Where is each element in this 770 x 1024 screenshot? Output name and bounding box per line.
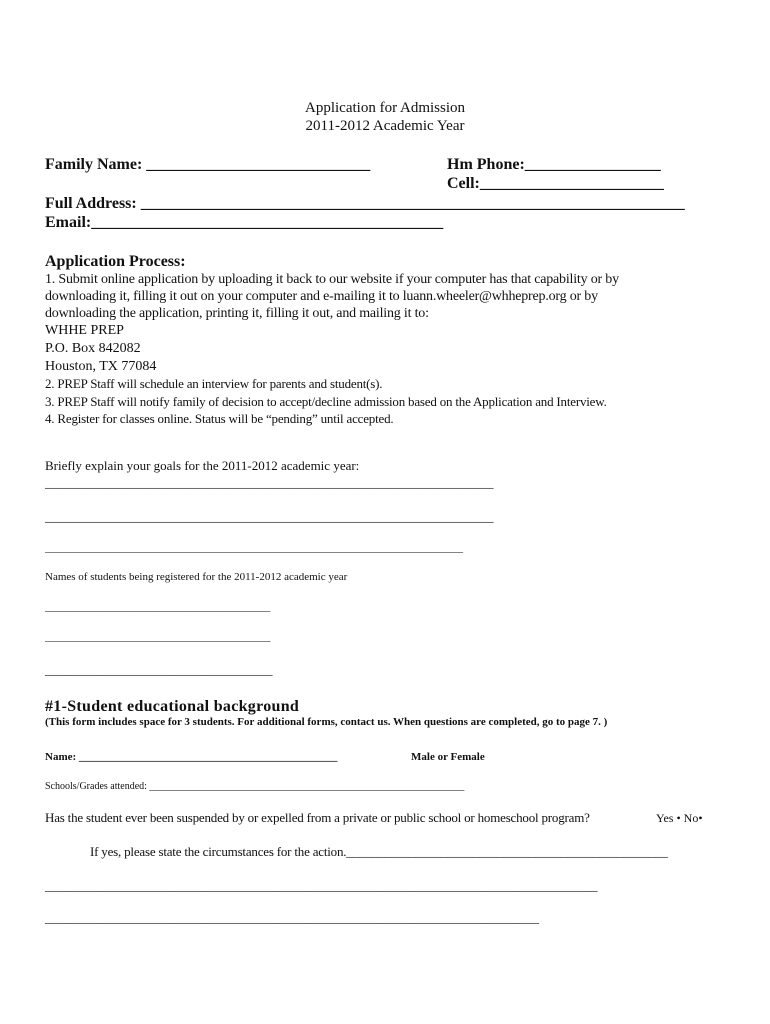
email-field[interactable]: Email:____________________________________________ — [45, 214, 444, 231]
circumstances-line-2[interactable]: ____________________________________________________________________________ — [45, 910, 539, 925]
suspended-question: Has the student ever been suspended by or expelled from a private or public school or homeschool program? — [45, 810, 590, 825]
full-address-field[interactable]: Full Address: ____________________________________________________________________ — [45, 195, 685, 212]
circumstances-field[interactable]: If yes, please state the circumstances for the action.___________________________________________________ — [90, 844, 668, 859]
student-name-line-3[interactable]: ___________________________________ — [45, 662, 273, 677]
suspended-yes-no[interactable]: Yes • No• — [656, 811, 703, 825]
circumstances-line-1[interactable]: _____________________________________________________________________________________ — [45, 878, 598, 893]
schools-attended-field[interactable]: Schools/Grades attended: _______________________________________________________________ — [45, 781, 465, 792]
mailing-name: WHHE PREP — [45, 323, 124, 338]
process-step1-line2: downloading it, filling it out on your computer and e-mailing it to luann.wheeler@whheprep.org or by — [45, 289, 598, 304]
home-phone-field[interactable]: Hm Phone:_________________ — [447, 156, 661, 173]
goals-line-2[interactable]: _____________________________________________________________________ — [45, 509, 494, 524]
family-name-field[interactable]: Family Name: ____________________________ — [45, 156, 371, 173]
student-name-line-2[interactable]: _________________________________________ — [45, 631, 271, 643]
cell-phone-field[interactable]: Cell:_______________________ — [447, 175, 664, 192]
process-step2: 2. PREP Staff will schedule an interview for parents and student(s). — [45, 376, 383, 391]
form-title: Application for Admission — [305, 100, 465, 116]
student1-heading: #1-Student educational background — [45, 698, 300, 715]
goals-line-1[interactable]: _____________________________________________________________________ — [45, 475, 494, 490]
mailing-box: P.O. Box 842082 — [45, 341, 141, 356]
academic-year: 2011-2012 Academic Year — [305, 118, 465, 134]
process-step1-line1: 1. Submit online application by uploading it back to our website if your computer has that capability or by — [45, 272, 619, 287]
gender-options[interactable]: Male or Female — [411, 751, 485, 763]
students-prompt: Names of students being registered for the 2011-2012 academic year — [45, 571, 348, 583]
goals-prompt: Briefly explain your goals for the 2011-2012 academic year: — [45, 458, 360, 473]
student-name-line-1[interactable]: _________________________________________ — [45, 601, 271, 613]
student1-note: (This form includes space for 3 students. For additional forms, contact us. When questions are completed, go to page 7. ) — [45, 716, 608, 728]
process-step3: 3. PREP Staff will notify family of decision to accept/decline admission based on the Application and Interview. — [45, 394, 607, 409]
process-heading: Application Process: — [45, 253, 186, 270]
goals-line-3[interactable]: ____________________________________________________________________________ — [45, 542, 463, 554]
process-step1-line3: downloading the application, printing it, filling it out, and mailing it to: — [45, 306, 429, 321]
student1-name-field[interactable]: Name: _______________________________________________ — [45, 751, 338, 763]
process-step4: 4. Register for classes online. Status will be “pending” until accepted. — [45, 411, 394, 426]
mailing-city: Houston, TX 77084 — [45, 359, 157, 374]
